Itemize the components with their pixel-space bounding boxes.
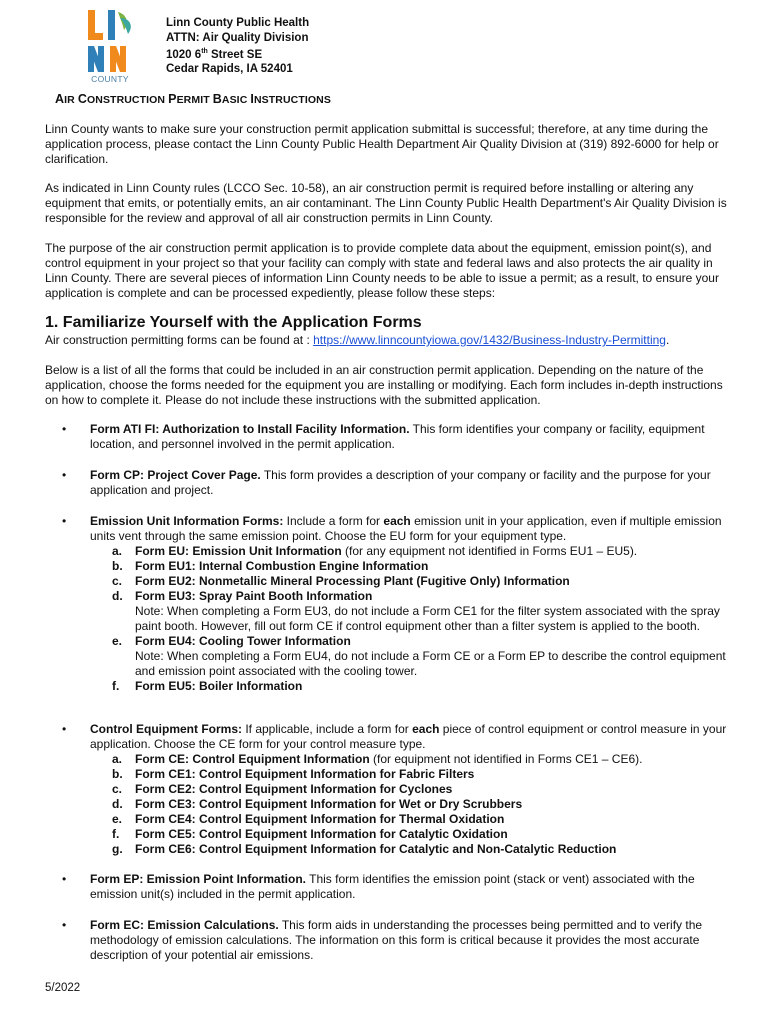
footer-date: 5/2022 (45, 982, 81, 994)
list-item: • Form CP: Project Cover Page. This form provides a description of your company or facility and the purpose for your application and project. (62, 468, 711, 497)
sub-list-item: d. Form EU3: Spray Paint Booth Information Note: When completing a Form EU3, do not include a Form CE1 for the filter system associated with the spray paint booth. However, fill out form CE if control equipment other than a filter system is applied to the booth. (135, 589, 734, 634)
section-title: 1. Familiarize Yourself with the Application Forms (45, 314, 422, 331)
address-org: Linn County Public Health (166, 17, 310, 29)
sub-list-item: f. Form EU5: Boiler Information (112, 679, 303, 693)
document-title: AIR CONSTRUCTION PERMIT BASIC INSTRUCTIONS (55, 92, 331, 106)
list-item: • Control Equipment Forms: If applicable, include a form for each piece of control equipment or control measure in your application. Choose the CE form for your control measure type. a. Form CE: Control Equipment Information (for equipment not identified in Forms CE1 – CE6). b. Form CE1: Control Equipment Information for Fabric Filters c. Form CE2: Control Equipment Information for Cyclones d. Form CE3: Control Equipment Information for Wet or Dry Scrubbers e. Form CE4: Control Equipment Information for Thermal Oxidation f. Form CE5: Control Equipment Information for Catalytic Oxidation g. Form CE6: Control Equipment Information for Catalytic and Non-Catalytic Reduction (62, 722, 734, 857)
intro-paragraph-rules: As indicated in Linn County rules (LCCO Sec. 10-58), an air construction permit is required before installing or altering any equipment that emits, or potentially emits, an air contaminant. The Linn County Public Health Department's Air Quality Division is responsible for the review and approval of all air construction permits in Linn County. (45, 181, 727, 225)
sub-list-item: d. Form CE3: Control Equipment Information for Wet or Dry Scrubbers (112, 797, 523, 811)
list-item: • Emission Unit Information Forms: Include a form for each emission unit in your application, even if multiple emission units vent through the same emission point. Choose the EU form for your equipment type. a. Form EU: Emission Unit Information (for any equipment not identified in Forms EU1 – EU5). b. Form EU1: Internal Combustion Engine Information c. Form EU2: Nonmetallic Mineral Processing Plant (Fugitive Only) Information d. Form EU3: Spray Paint Booth Information Note: When completing a Form EU3, do not include a Form CE1 for the filter system associated with the spray paint booth. However, fill out form CE if control equipment other than a filter system is applied to the booth. e. Form EU4: Cooling Tower Information Note: When completing a Form EU4, do not include a Form CE or a Form EP to describe the control equipment and emission point associated with the cooling tower. f. Form EU5: Boiler Information (62, 514, 734, 694)
sub-list-item: f. Form CE5: Control Equipment Information for Catalytic Oxidation (112, 827, 508, 841)
sub-list-item: c. Form CE2: Control Equipment Information for Cyclones (112, 782, 453, 796)
sub-list-item: c. Form EU2: Nonmetallic Mineral Processing Plant (Fugitive Only) Information (112, 574, 570, 588)
address-block (166, 16, 309, 77)
eu-forms-sublist (112, 544, 734, 694)
sub-list-item: b. Form CE1: Control Equipment Information for Fabric Filters (112, 767, 475, 781)
list-item: • Form EP: Emission Point Information. This form identifies the emission point (stack or vent) associated with the emission unit(s) included in the permit application. (62, 872, 695, 901)
sub-list-item: e. Form CE4: Control Equipment Information for Thermal Oxidation (112, 812, 505, 826)
sub-list-item: b. Form EU1: Internal Combustion Engine Information (112, 559, 429, 573)
sub-list-item: e. Form EU4: Cooling Tower Information Note: When completing a Form EU4, do not include a Form CE or a Form EP to describe the control equipment and emission point associated with the cooling tower. (135, 634, 734, 679)
forms-list-intro: Below is a list of all the forms that could be included in an air construction permit application. Depending on the nature of the application, choose the forms needed for the equipment you are installing or modifying. Each form includes in-depth instructions on how to complete it. Please do not include these instructions with the submitted application. (45, 363, 723, 407)
ce-forms-sublist (112, 752, 734, 857)
address-street: 1020 6th Street SE (166, 48, 263, 61)
sub-list-item: a. Form EU: Emission Unit Information (for any equipment not identified in Forms EU1 – EU5). (112, 544, 638, 558)
intro-paragraph-contact: Linn County wants to make sure your construction permit application submittal is successful; therefore, at any time during the application process, please contact the Linn County Public Health Department Air Quality Division at (319) 892-6000 for help or clarification. (45, 122, 719, 166)
sub-list-item: a. Form CE: Control Equipment Information (for equipment not identified in Forms CE1 – CE6). (112, 752, 643, 766)
forms-link[interactable]: https://www.linncountyiowa.gov/1432/Business-Industry-Permitting (313, 333, 666, 347)
sub-item-note: Note: When completing a Form EU4, do not include a Form CE or a Form EP to describe the control equipment and emission point associated with the cooling tower. (135, 649, 726, 678)
logo-county-text: COUNTY (91, 74, 129, 84)
bullet-icon: • (62, 918, 67, 932)
sub-item-note: Note: When completing a Form EU3, do not include a Form CE1 for the filter system associated with the spray paint booth. However, fill out form CE if control equipment other than a filter system is applied to the booth. (135, 604, 720, 633)
bullet-icon: • (62, 872, 67, 886)
intro-paragraph-purpose: The purpose of the air construction permit application is to provide complete data about the equipment, emission point(s), and control equipment in your project so that your facility can comply with state and federal laws and also protects the air quality in Linn County. There are several pieces of information Linn County needs to be able to issue a permit; as a result, to ensure your application is complete and can be processed expediently, please follow these steps: (45, 241, 719, 300)
sub-list-item: g. Form CE6: Control Equipment Information for Catalytic and Non-Catalytic Reduction (112, 842, 617, 856)
address-attn: ATTN: Air Quality Division (166, 31, 309, 44)
list-item: • Form EC: Emission Calculations. This form aids in understanding the processes being permitted and to verify the methodology of emission calculations. The information on this form is critical because it provides the most accurate description of your potential air emissions. (62, 918, 703, 962)
address-city: Cedar Rapids, IA 52401 (166, 63, 293, 76)
bullet-icon: • (62, 468, 67, 482)
bullet-icon: • (62, 422, 67, 436)
list-item: • Form ATI FI: Authorization to Install Facility Information. This form identifies your company or facility, equipment location, and personnel involved in the permit application. (62, 422, 705, 451)
forms-link-line: Air construction permitting forms can be found at : https://www.linncountyiowa.gov/1432/Business-Industry-Permitting. (45, 333, 670, 347)
bullet-icon: • (62, 722, 67, 736)
bullet-icon: • (62, 514, 67, 528)
